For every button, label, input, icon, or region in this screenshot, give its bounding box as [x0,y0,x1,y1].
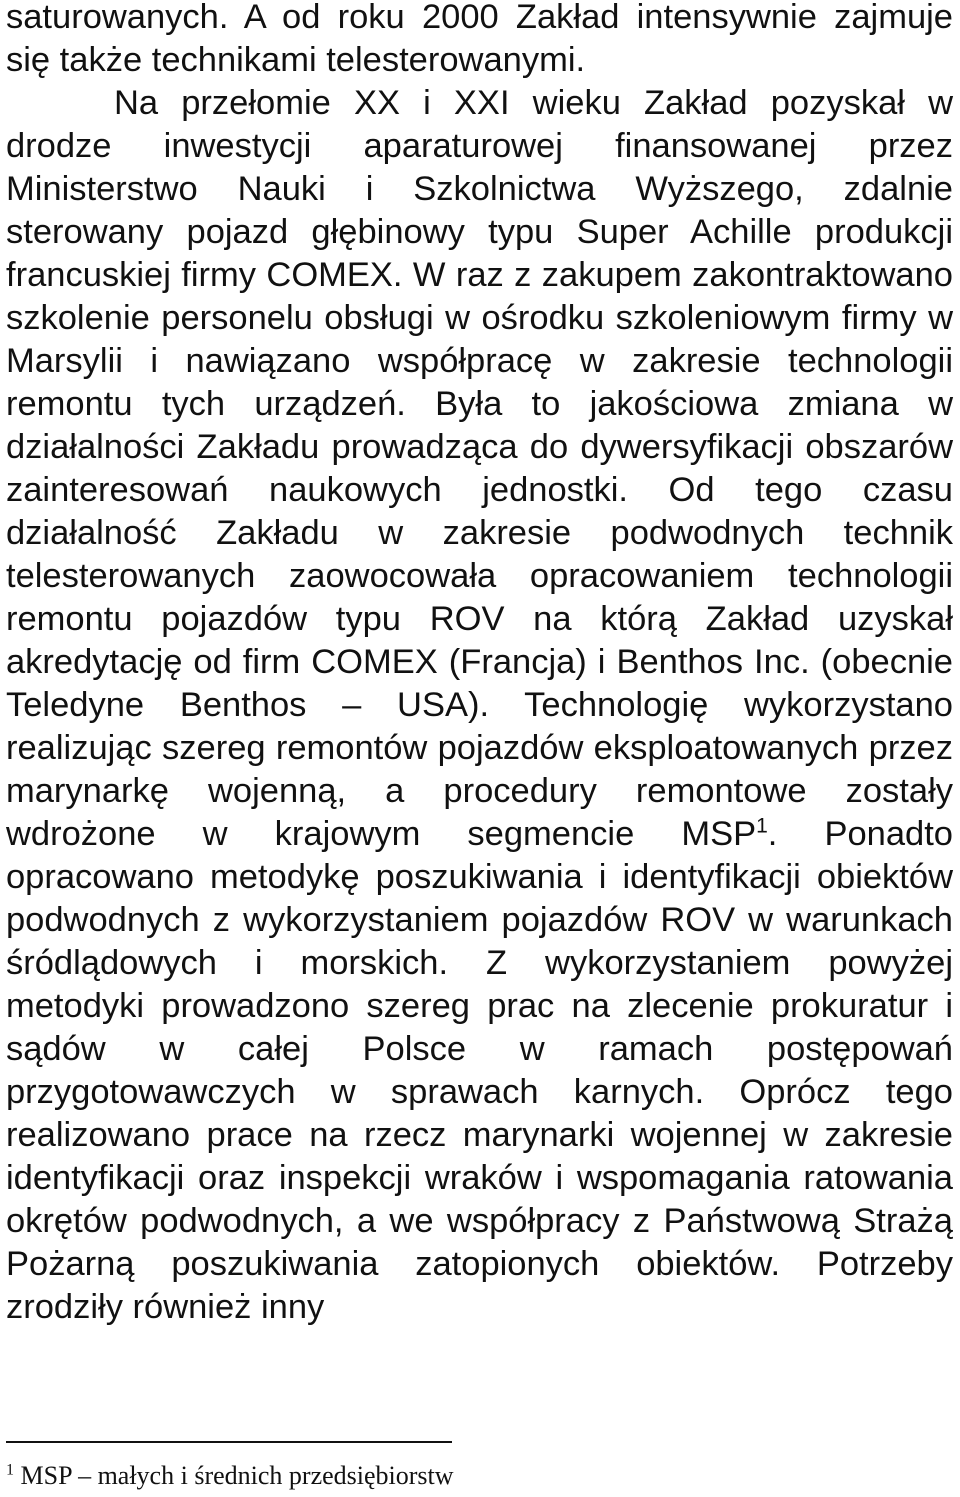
footnote-separator [6,1441,452,1443]
paragraph-1 [6,0,953,82]
paragraph-1-text: saturowanych. A od roku 2000 Zakład intensywnie zajmuje się także technikami telesterowanymi. [6,0,953,79]
paragraph-2-text-part-1: Na przełomie XX i XXI wieku Zakład pozyskał w drodze inwestycji aparaturowej finansowanej przez Ministerstwo Nauki i Szkolnictwa Wyższego, zdalnie sterowany pojazd głębinowy typu Super Achille produkcji francuskiej firmy COMEX. W raz z zakupem zakontraktowano szkolenie personelu obsługi w ośrodku szkoleniowym firmy w Marsylii i nawiązano współpracę w zakresie technologii remontu tych urządzeń. Była to jakościowa zmiana w działalności Zakładu prowadząca do dywersyfikacji obszarów zainteresowań naukowych jednostki. Od tego czasu działalność Zakładu w zakresie podwodnych technik telesterowanych zaowocowała opracowaniem technologii remontu pojazdów typu ROV na którą Zakład uzyskał akredytację od firm COMEX (Francja) i Benthos Inc. (obecnie Teledyne Benthos – USA). Technologię wykorzystano realizując szereg remontów pojazdów eksploatowanych przez marynarkę wojenną, a procedury remontowe zostały wdrożone w krajowym segmencie MSP [6,84,953,853]
footnote [6,1460,906,1492]
footnote-text: MSP – małych i średnich przedsiębiorstw [20,1461,454,1490]
document-page [6,0,953,1329]
paragraph-2 [6,82,953,1329]
footnote-reference[interactable]: 1 [756,814,768,838]
paragraph-2-text-part-2: . Ponadto opracowano metodykę poszukiwania i identyfikacji obiektów podwodnych z wykorzystaniem pojazdów ROV w warunkach śródlądowych i morskich. Z wykorzystaniem powyżej metodyki prowadzono szereg prac na zlecenie prokuratur i sądów w całej Polsce w ramach postępowań przygotowawczych w sprawach karnych. Oprócz tego realizowano prace na rzecz marynarki wojennej w zakresie identyfikacji oraz inspekcji wraków i wspomagania ratowania okrętów podwodnych, a we współpracy z Państwową Strażą Pożarną poszukiwania zatopionych obiektów. Potrzeby zrodziły również inny [6,815,953,1326]
footnote-number: 1 [6,1461,14,1479]
